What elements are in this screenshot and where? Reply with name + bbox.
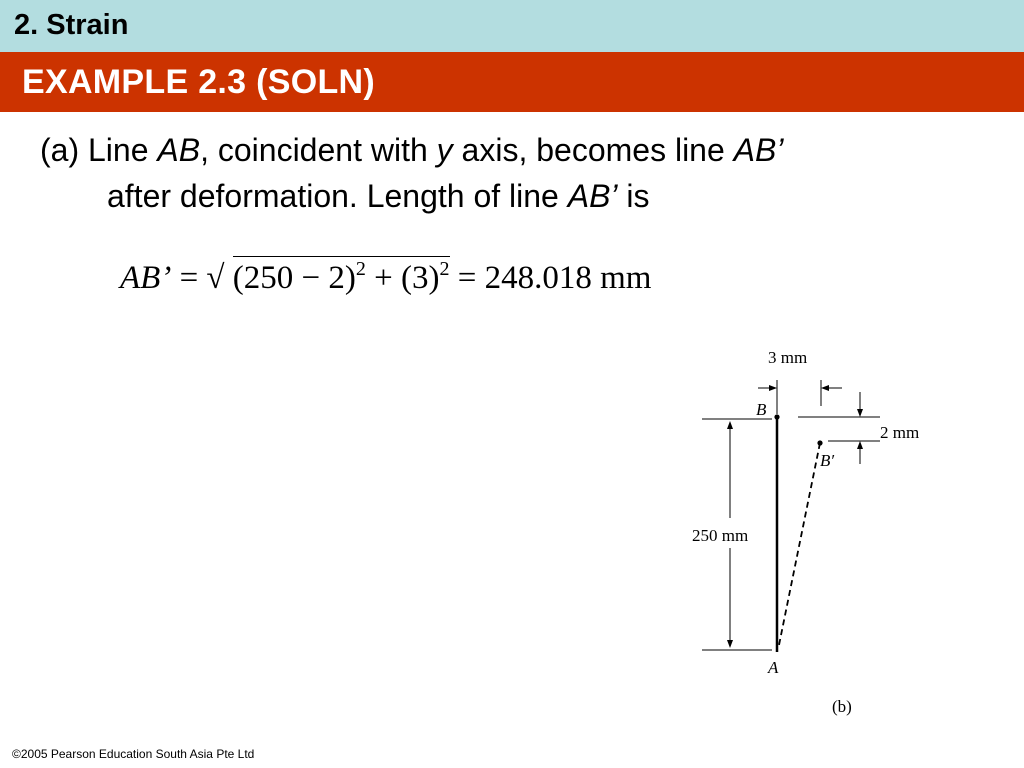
label-a: A [768, 658, 779, 677]
text-ab-prime: AB’ [567, 178, 618, 214]
formula-equals-sqrt: = √ [171, 260, 233, 296]
point-b [774, 414, 779, 419]
arrowhead [857, 409, 863, 417]
arrowhead [821, 385, 829, 391]
header-band [0, 0, 1024, 52]
formula-plus: + [365, 260, 402, 296]
chapter-title: 2. Strain [14, 9, 129, 41]
dim-label-250mm: 250 mm [692, 526, 749, 545]
label-b-prime: B′ [820, 451, 835, 470]
formula-result: = 248.018 mm [449, 260, 652, 296]
formula-term: (250 − 2) [232, 260, 356, 296]
text-segment: , coincident with [200, 132, 437, 168]
point-b-prime [817, 440, 822, 445]
copyright-footer: ©2005 Pearson Education South Asia Pte Ltd [12, 747, 255, 761]
deformation-figure [680, 340, 960, 720]
solution-text-line-2 [107, 178, 650, 215]
formula-exponent: 2 [439, 258, 450, 280]
line-ab-prime [779, 443, 820, 645]
dim-label-3mm: 3 mm [768, 348, 808, 367]
text-segment: is [617, 178, 650, 214]
solution-text-line-1 [40, 132, 783, 169]
text-segment: (a) Line [40, 132, 158, 168]
text-ab: AB [157, 132, 201, 168]
formula-radicand [233, 256, 450, 296]
arrowhead [857, 441, 863, 449]
text-segment: after deformation. Length of line [107, 178, 568, 214]
text-segment: axis, becomes line [452, 132, 734, 168]
figure-caption: (b) [832, 697, 852, 716]
dim-label-2mm: 2 mm [880, 423, 920, 442]
text-ab-prime: AB’ [733, 132, 784, 168]
arrowhead [727, 640, 733, 648]
formula-term: (3) [401, 260, 440, 296]
arrowhead [769, 385, 777, 391]
label-b: B [756, 400, 767, 419]
example-title: EXAMPLE 2.3 (SOLN) [22, 63, 376, 101]
text-y: y [436, 132, 453, 168]
formula-lhs: AB’ [120, 260, 172, 296]
arrowhead [727, 421, 733, 429]
length-formula [120, 256, 651, 297]
formula-exponent: 2 [355, 258, 366, 280]
